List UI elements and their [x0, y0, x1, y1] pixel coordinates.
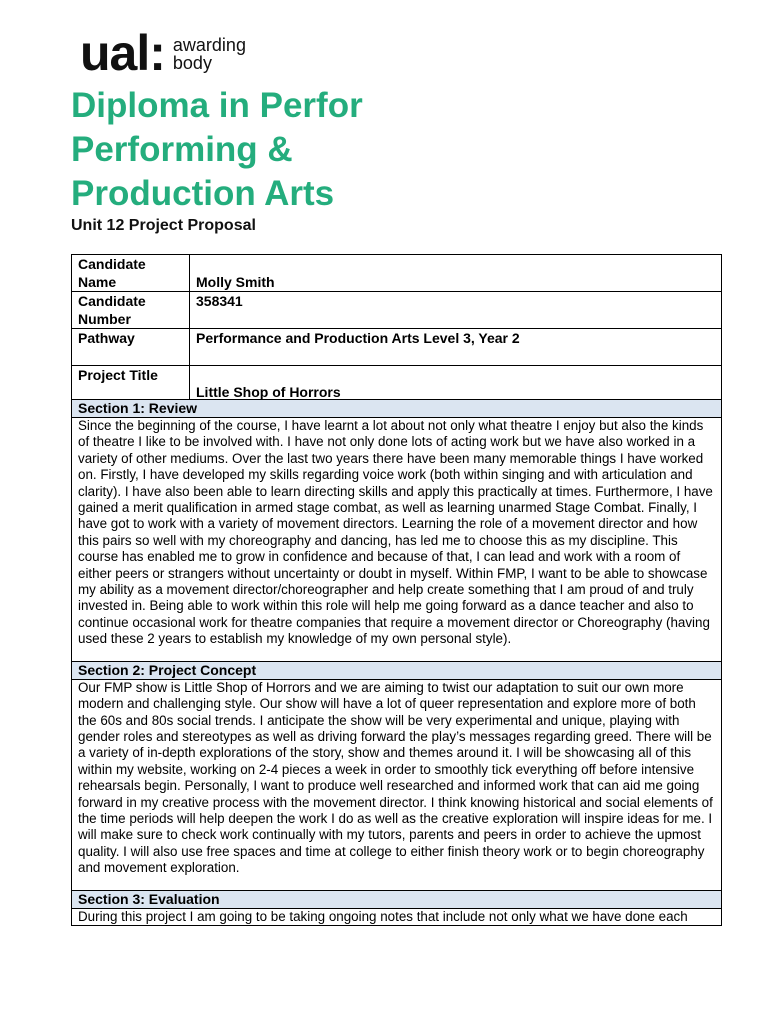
section-1-body [72, 418, 722, 662]
pathway-value: Performance and Production Arts Level 3, Year 2 [190, 329, 722, 366]
section-3-text: During this project I am going to be taking ongoing notes that include not only what we have done each [78, 908, 688, 924]
section-2-text: Our FMP show is Little Shop of Horrors and we are aiming to twist our adaptation to suit our own more modern and challenging style. Our show will have a lot of queer representation and explore more of both the 60s and 80s social trends. I anticipate the show will be very experimental and unique, playing with gender roles and stereotypes as well as driving forward the play’s messages regarding greed. There will be a variety of in-depth explorations of the story, show and themes around it. I will be showcasing all of this within my website, working on 2-4 pieces a week in order to smoothly tick everything off before intensive rehearsals begin. Personally, I want to produce well researched and informed work that can aid me going forward in my creative process with the movement director. I think knowing historical and social elements of the time periods will help deepen the work I do as well as the creative exploration will inspire ideas for me. I will make sure to check work continually with my tutors, parents and peers in order to achieve the upmost quality. I will also use free spaces and time at college to either finish theory work or to begin choreography and movement exploration. [78, 679, 713, 876]
logo-subtext-line2: body [172, 53, 212, 73]
section-1-text: Since the beginning of the course, I have learnt a lot about not only what theatre I enjoy but also the kinds of theatre I like to be involved with. I have not only done lots of acting work but we have also worked in a variety of other mediums. Over the last two years there have been many memorable things I have worked on. Firstly, I have developed my skills regarding voice work (both within singing and with articulation and clarity). I have also been able to learn directing skills and apply this practically at times. Furthermore, I have gained a merit qualification in armed stage combat, as well as learning unarmed Stage Combat. Finally, I have got to work with a variety of movement directors. Learning the role of a movement director and how this pairs so well with my choreography and dancing, has led me to choose this as my discipline. This course has enabled me to grow in confidence and because of that, I can lead and work with a room of either peers or strangers without uncertainty or doubt in myself. Within FMP, I want to be able to showcase my ability as a movement director/choreographer and help create something that I am proud of and truly invested in. Being able to work within this role will help me going forward as a dance teacher and also to continue occasional work for theatre companies that require a movement director or Choreography (having used these 2 years to establish my knowledge of my own personal style). [78, 418, 713, 647]
section-2-header-row [72, 661, 722, 679]
logo-subtext-line1: awarding [172, 35, 246, 55]
section-3-header-row [72, 890, 722, 908]
section-1-header-row [72, 400, 722, 418]
pathway-row [72, 329, 722, 366]
section-2-body-row [72, 679, 722, 890]
project-title-label: Project Title [72, 366, 190, 402]
proposal-sections-table [71, 399, 722, 926]
candidate-number-value: 358341 [190, 292, 722, 329]
project-title-value [190, 366, 722, 402]
section-2-body [72, 679, 722, 890]
candidate-name-value [190, 255, 722, 292]
candidate-number-row [72, 292, 722, 329]
section-3-body [72, 908, 722, 925]
candidate-name-label: Candidate Name [72, 255, 190, 292]
candidate-name-text: Molly Smith [196, 274, 275, 290]
project-title-row [72, 366, 722, 402]
candidate-number-label: Candidate Number [72, 292, 190, 329]
awarding-body-logo [80, 25, 246, 81]
candidate-info-table [71, 254, 722, 402]
section-1-heading: Section 1: Review [72, 400, 722, 418]
section-3-heading: Section 3: Evaluation [72, 890, 722, 908]
logo-subtext [173, 36, 246, 72]
document-title [71, 84, 363, 216]
title-line-3: Production Arts [71, 174, 335, 213]
section-3-body-row [72, 908, 722, 925]
section-2-heading: Section 2: Project Concept [72, 661, 722, 679]
candidate-name-row [72, 255, 722, 292]
title-line-1: Diploma in Perfor [71, 86, 363, 125]
section-1-body-row [72, 418, 722, 662]
project-title-text: Little Shop of Horrors [196, 384, 341, 400]
title-line-2: Performing & [71, 130, 293, 169]
logo-mark: ual: [80, 25, 165, 81]
pathway-label: Pathway [72, 329, 190, 366]
document-subtitle: Unit 12 Project Proposal [71, 217, 256, 234]
